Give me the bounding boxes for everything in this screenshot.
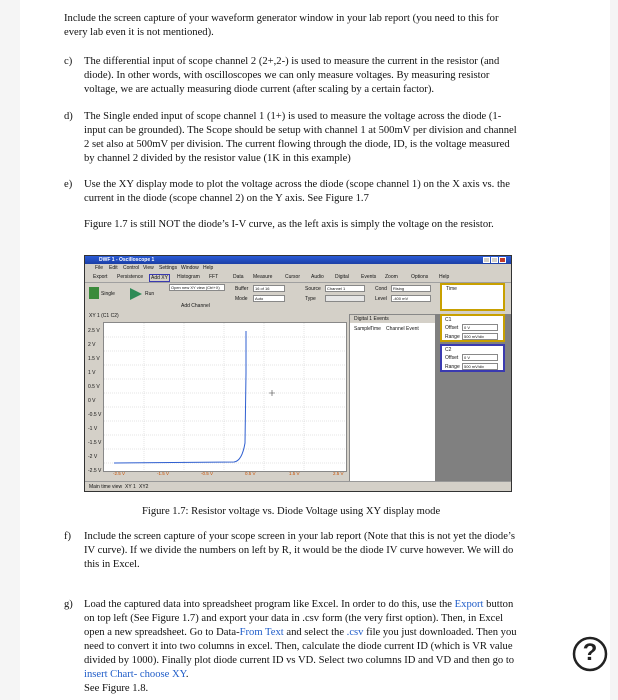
intro-paragraph: Include the screen capture of your waveform generator window in your lab report (you need to this for every lab even it is not mentioned). [64, 13, 499, 38]
x-tick-label: 2.5 V [333, 471, 344, 476]
single-icon[interactable] [89, 287, 99, 299]
scope-menubar [85, 264, 511, 272]
run-icon[interactable] [129, 287, 143, 301]
y-tick-label: -1.5 V [88, 440, 102, 446]
toolbar-measure[interactable]: Measure [253, 274, 273, 280]
col-event: Event [406, 326, 419, 332]
c2-range-label: Range [445, 364, 460, 370]
menu-edit[interactable]: Edit [109, 265, 118, 271]
col-sample: Sample [354, 326, 371, 332]
time-panel [440, 283, 505, 311]
figure-note: Figure 1.7 is still NOT the diode’s I-V curve, as the left axis is simply the voltage on the resistor. [84, 219, 494, 230]
menu-help[interactable]: Help [203, 265, 214, 271]
toolbar-help[interactable]: Help [439, 274, 450, 280]
toolbar-data[interactable]: Data [233, 274, 244, 280]
toolbar-options[interactable]: Options [411, 274, 429, 280]
item-label: f) [64, 531, 72, 542]
channel-1-panel [440, 314, 505, 342]
cond-select[interactable]: Rising [391, 285, 431, 292]
level-input[interactable]: -400 mV [391, 295, 431, 302]
item-text: Use the XY display mode to plot the voltage across the diode (scope channel 1) on the X axis vs. the current in the diode (scope channel 2) on the Y axis. See Figure 1.7 [84, 179, 510, 204]
menu-control[interactable]: Control [123, 265, 140, 271]
y-tick-label: 2.5 V [88, 328, 100, 334]
insert-chart-link[interactable]: insert Chart- choose XY [84, 669, 186, 680]
mode-label: Mode [235, 296, 248, 302]
run-button[interactable]: Run [145, 291, 155, 297]
digital-tab[interactable]: Digital 1 Events [350, 315, 435, 323]
buffer-label: Buffer [235, 286, 249, 292]
minimize-icon[interactable] [483, 257, 490, 263]
y-tick-label: -0.5 V [88, 412, 102, 418]
source-select[interactable]: Channel 1 [325, 285, 365, 292]
list-item-g [64, 598, 519, 696]
list-item-f [64, 530, 519, 572]
c2-name: C2 [445, 347, 452, 353]
mode-select[interactable]: Auto [253, 295, 285, 302]
events-panel [349, 314, 436, 482]
toolbar-cursor[interactable]: Cursor [285, 274, 301, 280]
from-text-link[interactable]: From Text [239, 627, 284, 638]
menu-window[interactable]: Window [181, 265, 199, 271]
list-item-c [64, 55, 519, 97]
toolbar-add-xy[interactable]: Add XY [151, 275, 168, 281]
toolbar-fft[interactable]: FFT [209, 274, 219, 280]
menu-settings[interactable]: Settings [159, 265, 178, 271]
export-link[interactable]: Export [454, 599, 484, 610]
item-text: The differential input of scope channel 2 (2+,2-) is used to measure the current in the resistor (and diode). In other words, with oscilloscopes we can only measure voltages. By measuring resistor voltage, we are actually measuring diode current (after scaling by a certain factor). [84, 56, 500, 95]
xy-tooltip: Open new XY view (Ctrl+X) [169, 284, 225, 291]
xy-plot [103, 322, 347, 472]
item-label: c) [64, 56, 73, 67]
view-label: XY 1 (C1 C2) [89, 313, 119, 319]
y-tick-label: 2 V [88, 342, 96, 348]
c2-offset-input[interactable]: 0 V [462, 354, 498, 361]
xy-plot-svg [104, 323, 346, 471]
scope-titlebar [85, 256, 511, 264]
toolbar-histogram[interactable]: Histogram [177, 274, 200, 280]
type-select[interactable] [325, 295, 365, 302]
list-item-e [64, 178, 519, 206]
crosshair-icon [269, 390, 275, 396]
tab-xy1[interactable]: XY 1 [125, 484, 136, 490]
scope-title: DWF 1 - Oscilloscope 1 [99, 257, 155, 263]
c1-range-input[interactable]: 500 mV/div [462, 333, 498, 340]
c2-range-input[interactable]: 500 mV/div [462, 363, 498, 370]
toolbar-audio[interactable]: Audio [311, 274, 324, 280]
y-tick-label: 1 V [88, 370, 96, 376]
y-tick-label: 0.5 V [88, 384, 100, 390]
x-tick-label: -1.5 V [157, 471, 170, 476]
toolbar-zoom[interactable]: Zoom [385, 274, 398, 280]
time-label: Time [446, 286, 457, 292]
type-label: Type [305, 296, 316, 302]
channel-2-panel [440, 344, 505, 372]
help-icon[interactable] [572, 636, 608, 672]
y-tick-label: -2.5 V [88, 468, 102, 474]
close-icon[interactable] [499, 257, 506, 263]
scope-toolbar [85, 272, 511, 283]
add-channel-button[interactable]: Add Channel [181, 303, 210, 309]
toolbar-export[interactable]: Export [93, 274, 108, 280]
scope-status-tabs [85, 481, 511, 492]
toolbar-persistence[interactable]: Persistence [117, 274, 144, 280]
item-text: Load the captured data into spreadsheet program like Excel. In order to do this, use the Export button on top left (See Figure 1.7) and export your data in .csv form (the very first option). Then, in Excel open a new spreadsheet. Go to Data-From Text and select the .csv file you just downloaded. Then you need to convert it into two columns in excel. Then, calculate the diode current ID (which is VR value divided by 1000). Finally plot diode current ID vs VD. Select two columns ID and VD and then go to insert Chart- choose XY. See Figure 1.8. [84, 599, 517, 694]
tab-xy2[interactable]: XY2 [139, 484, 149, 490]
y-tick-label: -2 V [88, 454, 98, 460]
item-label: e) [64, 179, 73, 190]
csv-link[interactable]: .csv [346, 627, 364, 638]
cond-label: Cond [375, 286, 387, 292]
menu-file[interactable]: File [95, 265, 104, 271]
col-time: Time [370, 326, 381, 332]
buffer-select[interactable]: 16 of 16 [253, 285, 285, 292]
y-tick-label: -1 V [88, 426, 98, 432]
y-tick-label: 0 V [88, 398, 96, 404]
item-label: d) [64, 111, 73, 122]
menu-view[interactable]: View [143, 265, 154, 271]
item-text: The Single ended input of scope channel 1 (1+) is used to measure the voltage across the diode (1- input can be grounded). The Scope should be setup with channel 1 at 500mV per division and channel 2 set also at 500mV per division. The current flowing through the diode, ID, is the voltage measured by channel 2 divided by the resistor value (1K in this example) [84, 111, 517, 164]
x-tick-label: -0.5 V [201, 471, 214, 476]
item-text: Include the screen capture of your scope screen in your lab report (Note that this is not yet the diode’s IV curve). If we divide the numbers on left by R, it would be the diode IV curve however. We will do this in Excel. [84, 531, 515, 570]
c1-range-label: Range [445, 334, 460, 340]
y-tick-label: 1.5 V [88, 356, 100, 362]
toolbar-digital[interactable]: Digital [335, 274, 349, 280]
maximize-icon[interactable] [491, 257, 498, 263]
help-symbol: ? [582, 639, 598, 666]
x-tick-label: 0.5 V [245, 471, 256, 476]
toolbar-events[interactable]: Events [361, 274, 377, 280]
x-tick-label: 1.5 V [289, 471, 300, 476]
c2-offset-label: Offset [445, 355, 459, 361]
scope-controls [85, 283, 511, 313]
x-tick-label: -2.5 V [113, 471, 126, 476]
single-button[interactable]: Single [101, 291, 115, 297]
figure-caption: Figure 1.7: Resistor voltage vs. Diode Voltage using XY display mode [142, 506, 441, 517]
tab-main-time-view[interactable]: Main time view [89, 484, 123, 490]
col-channel: Channel [386, 326, 405, 332]
c1-offset-label: Offset [445, 325, 459, 331]
source-label: Source [305, 286, 321, 292]
list-item-d [64, 110, 519, 166]
level-label: Level [375, 296, 387, 302]
c1-offset-input[interactable]: 0 V [462, 324, 498, 331]
item-label: g) [64, 599, 73, 610]
oscilloscope-screenshot [84, 255, 512, 492]
c1-name: C1 [445, 317, 452, 323]
